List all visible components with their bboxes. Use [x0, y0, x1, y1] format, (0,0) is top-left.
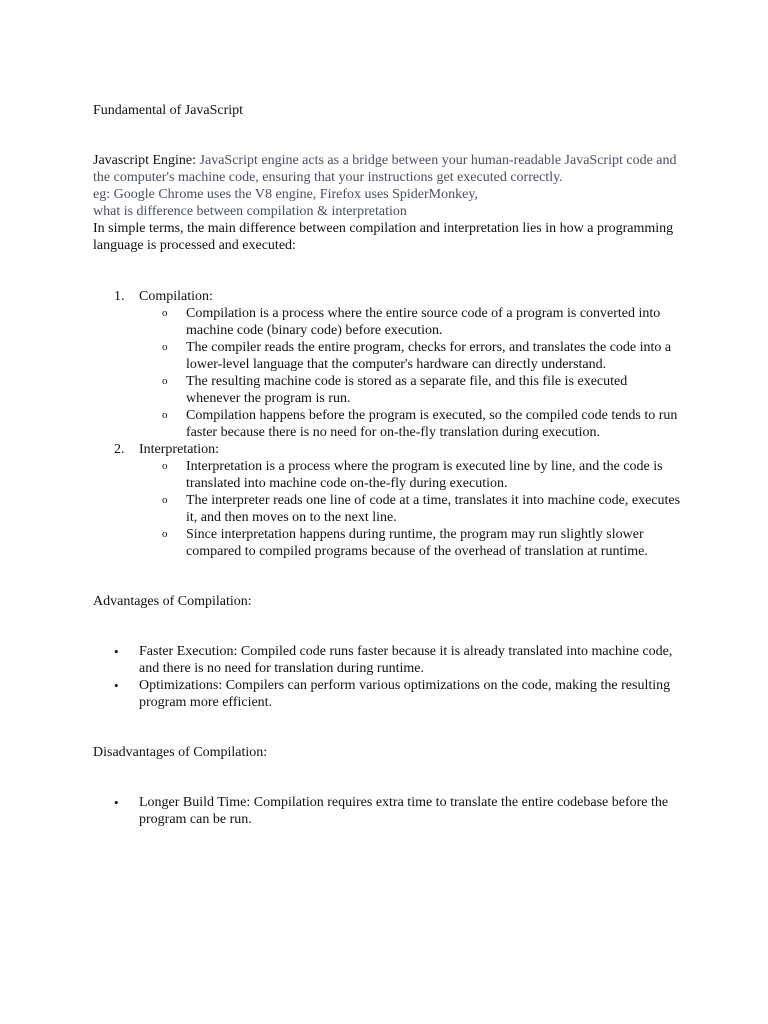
list-item-interpretation	[93, 441, 683, 560]
list-heading: Interpretation:	[139, 442, 220, 457]
circle-bullet-icon: o	[162, 409, 168, 421]
intro-paragraph: In simple terms, the main difference between compilation and interpretation lies in how a programming language is processed and executed:	[93, 221, 674, 253]
engine-description: JavaScript engine acts as a bridge between your human-readable JavaScript code and the computer's machine code, ensuring that your instructions get executed correctly.	[93, 153, 677, 185]
bullet-text: Optimizations: Compilers can perform various optimizations on the code, making the resulting program more efficient.	[139, 678, 671, 710]
document-page	[93, 102, 683, 828]
sub-list-item	[139, 305, 683, 339]
engine-question: what is difference between compilation & interpretation	[93, 204, 407, 219]
engine-label-suffix: :	[192, 153, 200, 168]
sub-list-item	[139, 373, 683, 407]
sub-list-item	[139, 407, 683, 441]
list-heading: Compilation:	[139, 289, 213, 304]
sub-list	[139, 305, 683, 441]
sub-item-text: The resulting machine code is stored as a separate file, and this file is executed whenever the program is run.	[186, 374, 628, 406]
advantages-list	[93, 643, 683, 711]
sub-list-item	[139, 339, 683, 373]
sub-list-item	[139, 492, 683, 526]
bullet-icon: •	[114, 644, 119, 659]
circle-bullet-icon: o	[162, 341, 168, 353]
sub-list-item	[139, 458, 683, 492]
sub-item-text: The compiler reads the entire program, checks for errors, and translates the code into a lower-level language that the computer's hardware can directly understand.	[186, 340, 672, 372]
document-title: Fundamental of JavaScript	[93, 103, 244, 118]
sub-list-item	[139, 526, 683, 560]
bullet-icon: •	[114, 678, 119, 693]
circle-bullet-icon: o	[162, 460, 168, 472]
bullet-text: Longer Build Time: Compilation requires extra time to translate the entire codebase before the program can be run.	[139, 795, 669, 827]
engine-label: Javascript Engine	[93, 153, 193, 168]
list-item-compilation	[93, 288, 683, 441]
circle-bullet-icon: o	[162, 375, 168, 387]
bullet-item	[93, 643, 683, 677]
sub-item-text: Interpretation is a process where the program is executed line by line, and the code is translated into machine code on-the-fly during execution.	[186, 459, 663, 491]
sub-item-text: Compilation is a process where the entire source code of a program is converted into machine code (binary code) before execution.	[186, 306, 661, 338]
list-number: 1.	[114, 289, 125, 304]
sub-item-text: Compilation happens before the program is executed, so the compiled code tends to run faster because there is no need for on-the-fly translation during execution.	[186, 408, 678, 440]
bullet-item	[93, 677, 683, 711]
sub-item-text: The interpreter reads one line of code at a time, translates it into machine code, executes it, and then moves on to the next line.	[186, 493, 681, 525]
engine-example: eg: Google Chrome uses the V8 engine, Firefox uses SpiderMonkey,	[93, 187, 478, 202]
advantages-heading: Advantages of Compilation:	[93, 594, 252, 609]
sub-list	[139, 458, 683, 560]
list-number: 2.	[114, 442, 125, 457]
bullet-icon: •	[114, 795, 119, 810]
engine-paragraph	[93, 152, 683, 186]
circle-bullet-icon: o	[162, 307, 168, 319]
disadvantages-heading: Disadvantages of Compilation:	[93, 745, 268, 760]
circle-bullet-icon: o	[162, 528, 168, 540]
bullet-text: Faster Execution: Compiled code runs faster because it is already translated into machine code, and there is no need for translation during runtime.	[139, 644, 673, 676]
circle-bullet-icon: o	[162, 494, 168, 506]
disadvantages-list	[93, 794, 683, 828]
numbered-list	[93, 288, 683, 560]
bullet-item	[93, 794, 683, 828]
sub-item-text: Since interpretation happens during runtime, the program may run slightly slower compared to compiled programs because of the overhead of translation at runtime.	[186, 527, 648, 559]
